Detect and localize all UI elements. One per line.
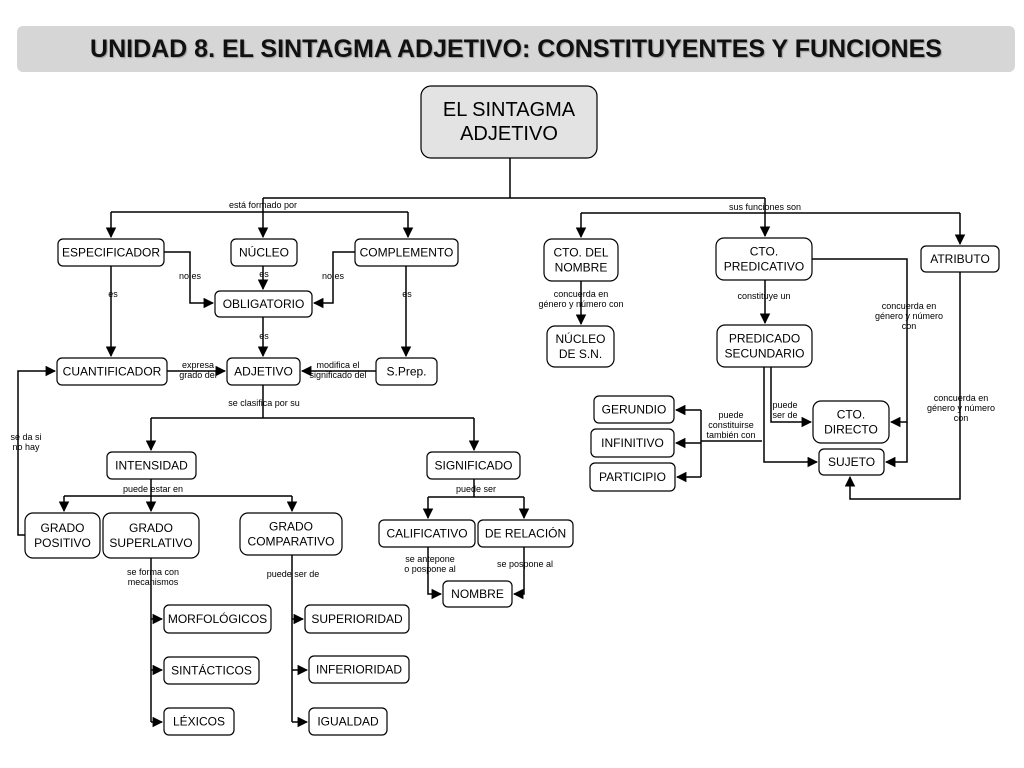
node-label: DIRECTO — [824, 422, 878, 437]
node-label: SUPERLATIVO — [109, 536, 193, 550]
node-grado-superlativo — [103, 513, 199, 558]
label-es-especificador — [108, 289, 118, 299]
node-label: INFINITIVO — [601, 436, 664, 450]
label-line: no es — [178, 271, 202, 281]
connector-predicativo-to-directo — [812, 259, 907, 422]
label-line: género y número — [926, 403, 996, 413]
label-es-complemento — [402, 289, 412, 299]
label-line: se pospone al — [496, 559, 554, 569]
node-de-relacion — [478, 520, 573, 547]
node-label: OBLIGATORIO — [222, 297, 305, 311]
node-inferioridad — [309, 656, 409, 683]
label-esta-formado-por — [229, 200, 297, 210]
node-box — [421, 86, 597, 158]
label-line: grado del — [179, 370, 217, 380]
label-line: ser de — [772, 410, 798, 420]
label-line: se da si — [10, 432, 42, 442]
node-infinitivo — [591, 429, 674, 457]
node-lexicos — [164, 708, 234, 735]
label-line: o pospone al — [404, 564, 456, 574]
label-se-clasifica-por-su — [228, 398, 300, 408]
label-se-da-si-no-hay — [10, 432, 41, 452]
label-line: modifica el — [316, 360, 360, 370]
label-modifica-el-significado-del — [309, 360, 366, 380]
node-cto-nombre — [544, 239, 618, 281]
label-puede-ser-de-cto — [772, 400, 797, 420]
node-label: NÚCLEO — [555, 332, 606, 346]
node-label: S.Prep. — [386, 364, 427, 379]
node-label: SINTÁCTICOS — [171, 663, 252, 678]
label-constituye-un — [737, 291, 790, 301]
node-cto-directo — [813, 401, 889, 443]
node-atributo — [921, 246, 999, 272]
label-line: sus funciones son — [728, 202, 802, 212]
label-line: concuerda en — [553, 289, 609, 299]
label-no-es-1 — [179, 271, 202, 281]
node-label: GRADO — [40, 521, 85, 535]
label-puede-estar-en — [123, 484, 183, 494]
node-label: CALIFICATIVO — [386, 526, 468, 541]
label-line: puede ser de — [266, 569, 320, 579]
node-obligatorio — [215, 291, 312, 317]
label-concuerda-predicativo — [875, 301, 943, 331]
label-line: se forma con — [126, 567, 180, 577]
node-label: DE RELACIÓN — [484, 526, 567, 541]
label-es-obligatorio — [259, 331, 269, 341]
node-morfologicos — [164, 605, 271, 633]
label-line: concuerda en — [933, 393, 989, 403]
node-grado-comparativo — [240, 513, 342, 555]
node-label: IGUALDAD — [317, 714, 379, 729]
node-nombre — [443, 581, 512, 607]
label-line: puede estar en — [122, 484, 184, 494]
node-sprep — [376, 358, 437, 385]
label-line: es — [259, 269, 269, 279]
label-line: no es — [321, 271, 345, 281]
label-line: puede ser — [455, 484, 497, 494]
node-label: SECUNDARIO — [724, 346, 805, 361]
label-se-pospone-al — [497, 559, 553, 569]
node-igualdad — [309, 708, 387, 735]
node-label: SUJETO — [827, 455, 876, 469]
node-label: SIGNIFICADO — [434, 458, 513, 473]
label-line: es — [402, 289, 412, 299]
label-line: expresa — [181, 360, 215, 370]
label-line: género y número — [874, 311, 944, 321]
node-label: EL SINTAGMA — [442, 99, 576, 121]
label-line: también con — [706, 430, 756, 440]
label-sus-funciones-son — [729, 202, 801, 212]
node-label: PREDICATIVO — [723, 259, 805, 274]
node-gerundio — [594, 396, 674, 423]
node-sintacticos — [164, 657, 259, 684]
node-label: INFERIORIDAD — [315, 662, 403, 677]
label-line: es — [259, 331, 269, 341]
node-label: ADJETIVO — [234, 364, 293, 379]
node-sujeto — [819, 449, 884, 475]
node-label: GERUNDIO — [601, 402, 667, 417]
node-complemento — [355, 239, 458, 266]
label-line: con — [953, 413, 969, 423]
label-concuerda-nucleo-sn — [538, 289, 623, 309]
node-label: NOMBRE — [451, 587, 504, 601]
label-expresa-grado-del — [179, 360, 217, 380]
node-nucleo-sn — [547, 326, 614, 367]
node-label: NOMBRE — [554, 260, 608, 275]
label-line: se clasifica por su — [228, 398, 300, 408]
node-label: POSITIVO — [34, 536, 91, 550]
label-concuerda-atributo — [927, 393, 995, 423]
node-cuantificador — [57, 358, 167, 385]
node-label: MORFOLÓGICOS — [167, 612, 268, 626]
node-label: COMPLEMENTO — [359, 245, 454, 260]
node-label: NÚCLEO — [238, 245, 290, 260]
node-label: GRADO — [128, 521, 174, 535]
node-label: ESPECIFICADOR — [61, 245, 161, 260]
label-line: género y número con — [538, 299, 624, 309]
node-intensidad — [107, 452, 196, 479]
node-label: CTO. DEL — [553, 245, 609, 260]
label-line: puede — [772, 400, 798, 410]
node-nucleo — [231, 239, 297, 266]
label-line: mecanismos — [127, 577, 179, 587]
label-puede-ser-de — [267, 569, 320, 579]
connector-de-relacion-to-nombre — [514, 547, 524, 594]
concept-nodes — [25, 86, 999, 735]
label-line: puede — [718, 410, 744, 420]
label-line: es — [108, 289, 118, 299]
page-title: UNIDAD 8. EL SINTAGMA ADJETIVO: CONSTITUYENTES Y FUNCIONES — [90, 35, 942, 63]
label-puede-ser — [456, 484, 496, 494]
node-cto-predicativo — [716, 238, 812, 280]
node-label: CUANTIFICADOR — [62, 364, 162, 379]
node-root — [421, 86, 597, 158]
label-line: constituye un — [737, 291, 791, 301]
node-label: GRADO — [268, 519, 314, 534]
node-superioridad — [305, 605, 409, 633]
node-participio — [590, 463, 675, 491]
node-label: ADJETIVO — [460, 123, 558, 145]
label-line: está formado por — [228, 200, 298, 210]
label-line: constituirse — [708, 420, 754, 430]
label-se-antepone-o-pospone-al — [404, 554, 456, 574]
node-label: CTO. — [749, 244, 779, 259]
label-line: se antepone — [405, 554, 455, 564]
label-line: concuerda en — [881, 301, 937, 311]
node-grado-positivo — [25, 513, 100, 558]
label-es-1 — [259, 269, 269, 279]
label-se-forma-con-mecanismos — [127, 567, 179, 587]
label-puede-constituirse-tambien-con — [706, 410, 755, 440]
label-line: no hay — [12, 442, 40, 452]
node-calificativo — [379, 520, 475, 547]
node-label: DE S.N. — [558, 347, 603, 361]
label-line: significado del — [309, 370, 367, 380]
node-label: SUPERIORIDAD — [311, 612, 403, 626]
label-no-es-2 — [322, 271, 345, 281]
node-label: PREDICADO — [728, 331, 801, 346]
node-predicado-secundario — [717, 325, 812, 367]
label-line: con — [901, 321, 917, 331]
node-label: LÉXICOS — [172, 714, 226, 729]
node-adjetivo — [227, 358, 300, 385]
node-especificador — [58, 239, 164, 266]
node-label: ATRIBUTO — [930, 252, 990, 266]
node-label: COMPARATIVO — [247, 534, 335, 549]
node-significado — [427, 452, 520, 479]
node-label: PARTICIPIO — [599, 470, 666, 484]
node-label: CTO. — [836, 407, 866, 422]
connector-positivo-to-cuantificador — [18, 371, 55, 535]
node-label: INTENSIDAD — [115, 458, 188, 473]
